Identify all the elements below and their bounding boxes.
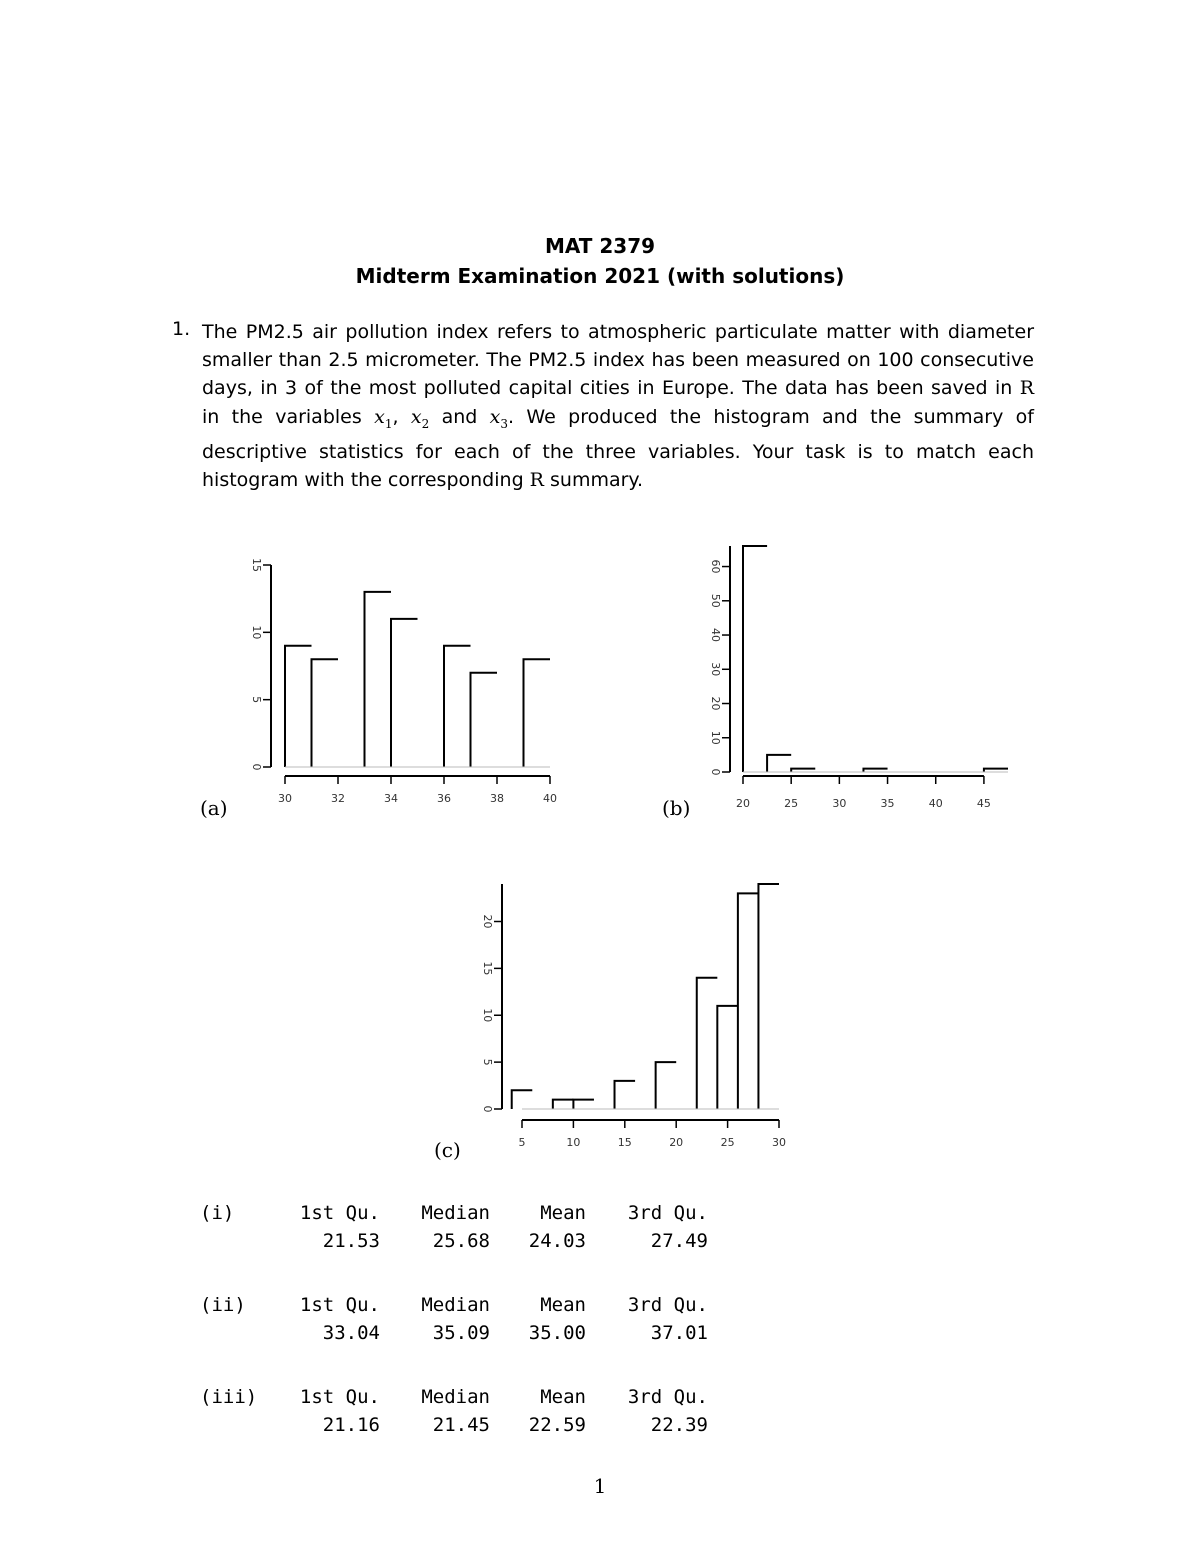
y-tick-label-b-6: 60 bbox=[709, 559, 722, 574]
y-tick-label-c-1: 5 bbox=[481, 1058, 494, 1066]
summary-value: 21.45 bbox=[432, 1414, 490, 1436]
y-tick-label-b-1: 10 bbox=[709, 730, 722, 745]
y-tick-label-c-2: 10 bbox=[481, 1008, 494, 1023]
hist-bar-a-3 bbox=[365, 592, 392, 767]
hist-bar-c-10 bbox=[717, 1006, 738, 1109]
hist-bar-b-0 bbox=[743, 546, 767, 772]
summary-header: Median bbox=[421, 1386, 490, 1408]
x-tick-label-b-4: 40 bbox=[928, 797, 943, 810]
question-text-part4: summary. bbox=[543, 468, 644, 491]
y-tick-label-b-5: 50 bbox=[709, 593, 722, 608]
summary-value: 24.03 bbox=[528, 1230, 586, 1252]
variable-x1: $x_1$ bbox=[374, 405, 393, 431]
hist-bar-a-1 bbox=[312, 659, 339, 767]
hist-bar-c-7 bbox=[656, 1062, 677, 1109]
y-tick-label-b-3: 30 bbox=[709, 662, 722, 677]
x-tick-label-a-4: 38 bbox=[490, 792, 504, 805]
hist-bar-c-3 bbox=[573, 1100, 594, 1109]
x-tick-label-c-5: 30 bbox=[772, 1136, 786, 1149]
x-tick-label-a-2: 34 bbox=[384, 792, 398, 805]
hist-bar-a-6 bbox=[444, 646, 471, 767]
panel-label-b: (b) bbox=[662, 796, 691, 820]
question-text-part3: . We produced the histogram and the summary of descriptive statistics for each of the three variables. Your task is to match each histogram with the corresponding bbox=[202, 405, 1034, 491]
x-tick-label-a-5: 40 bbox=[543, 792, 557, 805]
x-tick-label-a-3: 36 bbox=[437, 792, 451, 805]
page-number: 1 bbox=[593, 1474, 607, 1498]
y-tick-label-c-4: 20 bbox=[481, 914, 494, 929]
x-tick-label-b-0: 20 bbox=[736, 797, 750, 810]
variable-x2: $x_2$ bbox=[410, 405, 430, 431]
x-tick-label-c-1: 10 bbox=[566, 1136, 581, 1149]
hist-bar-c-0 bbox=[512, 1090, 533, 1109]
question-number: 1. bbox=[172, 318, 191, 340]
y-tick-label-a-2: 10 bbox=[250, 625, 263, 640]
hist-bar-b-1 bbox=[767, 755, 791, 772]
hist-bar-b-10 bbox=[984, 769, 1008, 772]
summary-header: Mean bbox=[540, 1386, 586, 1408]
summary-value: 27.49 bbox=[650, 1230, 708, 1252]
hist-bar-b-2 bbox=[791, 769, 815, 772]
question-text: The PM2.5 air pollution index refers to atmospheric particulate matter with diameter smaller than 2.5 micrometer. The PM2.5 index has been measured on 100 consecutive days, in 3 of the most polluted capital cities in Europe. The data has been saved in R in the variables $x_1$, $x_2$ and $x_3$. We produced the histogram and the summary of descriptive statistics for each of the three variables. Your task is to match each histogram with the corresponding R summary. bbox=[202, 321, 1034, 491]
hist-bar-a-7 bbox=[471, 673, 498, 767]
hist-bar-a-0 bbox=[285, 646, 312, 767]
y-tick-label-a-1: 5 bbox=[250, 696, 263, 704]
summary-header: 1st Qu. bbox=[299, 1202, 380, 1224]
x-tick-label-c-2: 15 bbox=[617, 1136, 632, 1149]
y-tick-label-b-0: 0 bbox=[709, 768, 722, 776]
summary-value: 37.01 bbox=[650, 1322, 708, 1344]
x-tick-label-b-2: 30 bbox=[832, 797, 847, 810]
summary-label: (iii) bbox=[200, 1386, 258, 1408]
summary-header: 3rd Qu. bbox=[627, 1386, 708, 1408]
course-code: MAT 2379 bbox=[544, 234, 656, 258]
question-text-part2: in the variables bbox=[202, 405, 375, 428]
summary-value: 25.68 bbox=[432, 1230, 490, 1252]
hist-bar-c-2 bbox=[553, 1100, 574, 1109]
hist-bar-b-5 bbox=[863, 769, 887, 772]
x-tick-label-b-1: 25 bbox=[784, 797, 799, 810]
summary-header: 3rd Qu. bbox=[627, 1202, 708, 1224]
x-tick-label-a-0: 30 bbox=[278, 792, 292, 805]
x-tick-label-c-0: 5 bbox=[518, 1136, 526, 1149]
summary-header: Mean bbox=[540, 1202, 586, 1224]
x-tick-label-a-1: 32 bbox=[331, 792, 345, 805]
summary-label: (ii) bbox=[200, 1294, 246, 1316]
variable-x3: $x_3$ bbox=[489, 405, 509, 431]
exam-title: Midterm Examination 2021 (with solutions) bbox=[355, 264, 845, 288]
summary-header: 1st Qu. bbox=[299, 1294, 380, 1316]
summary-header: 1st Qu. bbox=[299, 1386, 380, 1408]
r-label-2: R bbox=[529, 468, 544, 491]
summary-value: 35.09 bbox=[432, 1322, 490, 1344]
summary-value: 22.39 bbox=[650, 1414, 708, 1436]
hist-bar-a-4 bbox=[391, 619, 418, 767]
r-label: R bbox=[1019, 377, 1034, 400]
y-tick-label-a-0: 0 bbox=[250, 763, 263, 771]
question-text-part1: The PM2.5 air pollution index refers to atmospheric particulate matter with diameter smaller than 2.5 micrometer. The PM2.5 index has been measured on 100 consecutive days, in 3 of the most polluted capital cities in Europe. The data has been saved in bbox=[202, 321, 1034, 400]
summary-value: 21.16 bbox=[322, 1414, 380, 1436]
x-tick-label-b-5: 45 bbox=[976, 797, 991, 810]
y-tick-label-c-3: 15 bbox=[481, 961, 494, 976]
summary-value: 35.00 bbox=[528, 1322, 586, 1344]
summary-header: Mean bbox=[540, 1294, 586, 1316]
summary-value: 33.04 bbox=[322, 1322, 380, 1344]
summary-value: 22.59 bbox=[528, 1414, 586, 1436]
summary-value: 21.53 bbox=[322, 1230, 380, 1252]
y-tick-label-c-0: 0 bbox=[481, 1105, 494, 1113]
summary-label: (i) bbox=[200, 1202, 235, 1224]
y-tick-label-b-4: 40 bbox=[709, 628, 722, 643]
hist-bar-c-5 bbox=[615, 1081, 636, 1109]
and-word: and bbox=[429, 405, 490, 428]
x-tick-label-c-3: 20 bbox=[669, 1136, 684, 1149]
summary-header: Median bbox=[421, 1202, 490, 1224]
hist-bar-a-9 bbox=[524, 659, 551, 767]
panel-label-c: (c) bbox=[434, 1138, 461, 1162]
x-tick-label-c-4: 25 bbox=[720, 1136, 735, 1149]
hist-bar-c-12 bbox=[758, 884, 779, 1109]
summary-header: 3rd Qu. bbox=[627, 1294, 708, 1316]
panel-label-a: (a) bbox=[200, 796, 228, 820]
y-tick-label-b-2: 20 bbox=[709, 696, 722, 711]
x-tick-label-b-3: 35 bbox=[880, 797, 895, 810]
summary-header: Median bbox=[421, 1294, 490, 1316]
hist-bar-c-9 bbox=[697, 978, 718, 1109]
hist-bar-c-11 bbox=[738, 893, 759, 1109]
y-tick-label-a-3: 15 bbox=[250, 558, 263, 572]
